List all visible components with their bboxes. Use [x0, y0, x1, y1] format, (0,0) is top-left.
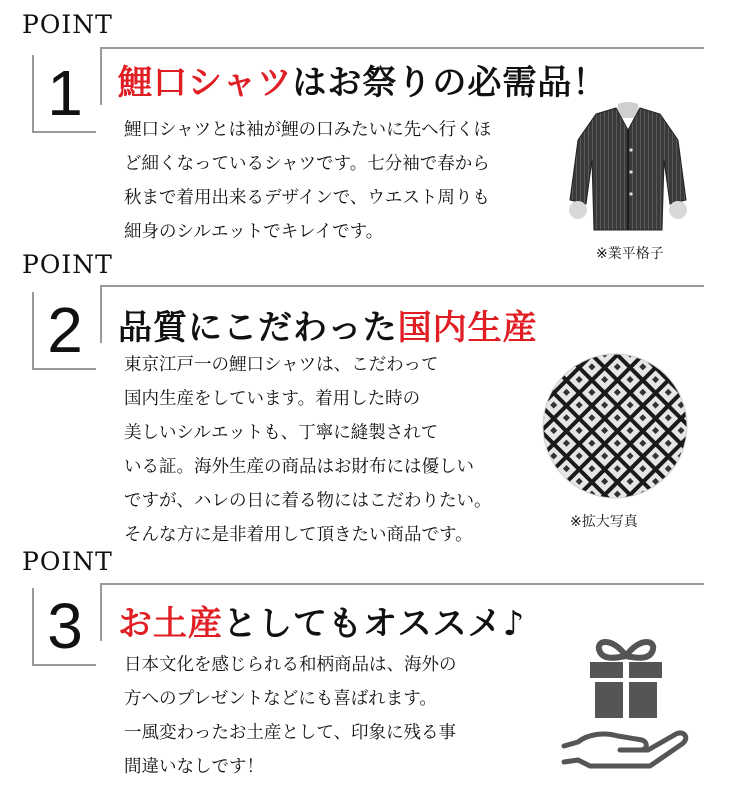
- point-2-number: 2: [32, 292, 96, 370]
- point-1-rule-vertical: [100, 47, 102, 105]
- point-3-title-highlight: お土産: [118, 604, 223, 644]
- body-line: 細身のシルエットでキレイです。: [124, 222, 384, 242]
- body-line: いる証。海外生産の商品はお財布には優しい: [124, 457, 474, 477]
- body-line: 国内生産をしています。着用した時の: [124, 389, 421, 409]
- point-2-rule: [100, 285, 704, 287]
- body-line: 間違いなしです！: [124, 757, 264, 777]
- body-line: ど細くなっているシャツです。七分袖で春から: [124, 154, 490, 174]
- point-2-label: POINT: [22, 250, 113, 279]
- gift-on-hand-icon: [560, 634, 692, 772]
- point-1-title-highlight: 鯉口シャツ: [118, 63, 293, 103]
- point-1-rule: [100, 47, 704, 49]
- point-1-title-text: はお祭りの必需品！: [292, 63, 608, 103]
- body-line: ですが、ハレの日に着る物にはこだわりたい。: [124, 491, 492, 511]
- body-line: そんな方に是非着用して頂きたい商品です。: [124, 525, 473, 545]
- point-2-title-text: 品質にこだわった: [118, 308, 398, 348]
- body-line: 美しいシルエットも、丁寧に縫製されて: [124, 423, 439, 443]
- point-3-title-text: としてもオススメ♪: [223, 604, 526, 644]
- point-3-label: POINT: [22, 547, 113, 576]
- point-1-image-caption: ※業平格子: [596, 246, 664, 262]
- point-3-rule: [100, 583, 704, 585]
- body-line: 東京江戸一の鯉口シャツは、こだわって: [124, 355, 439, 375]
- body-line: 日本文化を感じられる和柄商品は、海外の: [124, 655, 457, 675]
- point-2-rule-vertical: [100, 285, 102, 343]
- point-2-image-caption: ※拡大写真: [570, 514, 638, 530]
- point-2-title-highlight: 国内生産: [397, 308, 538, 348]
- point-1-title: [118, 55, 607, 104]
- point-2-title: [118, 300, 538, 349]
- body-line: 方へのプレゼントなどにも喜ばれます。: [124, 689, 437, 709]
- shirt-photo: [568, 100, 688, 235]
- point-3-number: 3: [32, 588, 96, 666]
- point-1-body: [124, 113, 491, 249]
- body-line: 鯉口シャツとは袖が鯉の口みたいに先へ行くほ: [124, 120, 492, 140]
- point-1-label: POINT: [22, 10, 113, 39]
- point-2-body: [124, 348, 492, 552]
- body-line: 秋まで着用出来るデザインで、ウエスト周りも: [124, 188, 490, 208]
- point-3-body: [124, 648, 457, 784]
- point-1-number: 1: [32, 55, 96, 133]
- point-3-rule-vertical: [100, 583, 102, 641]
- point-3-title: [118, 596, 525, 645]
- body-line: 一風変わったお土産として、印象に残る事: [124, 723, 456, 743]
- fabric-closeup-photo: [541, 352, 689, 500]
